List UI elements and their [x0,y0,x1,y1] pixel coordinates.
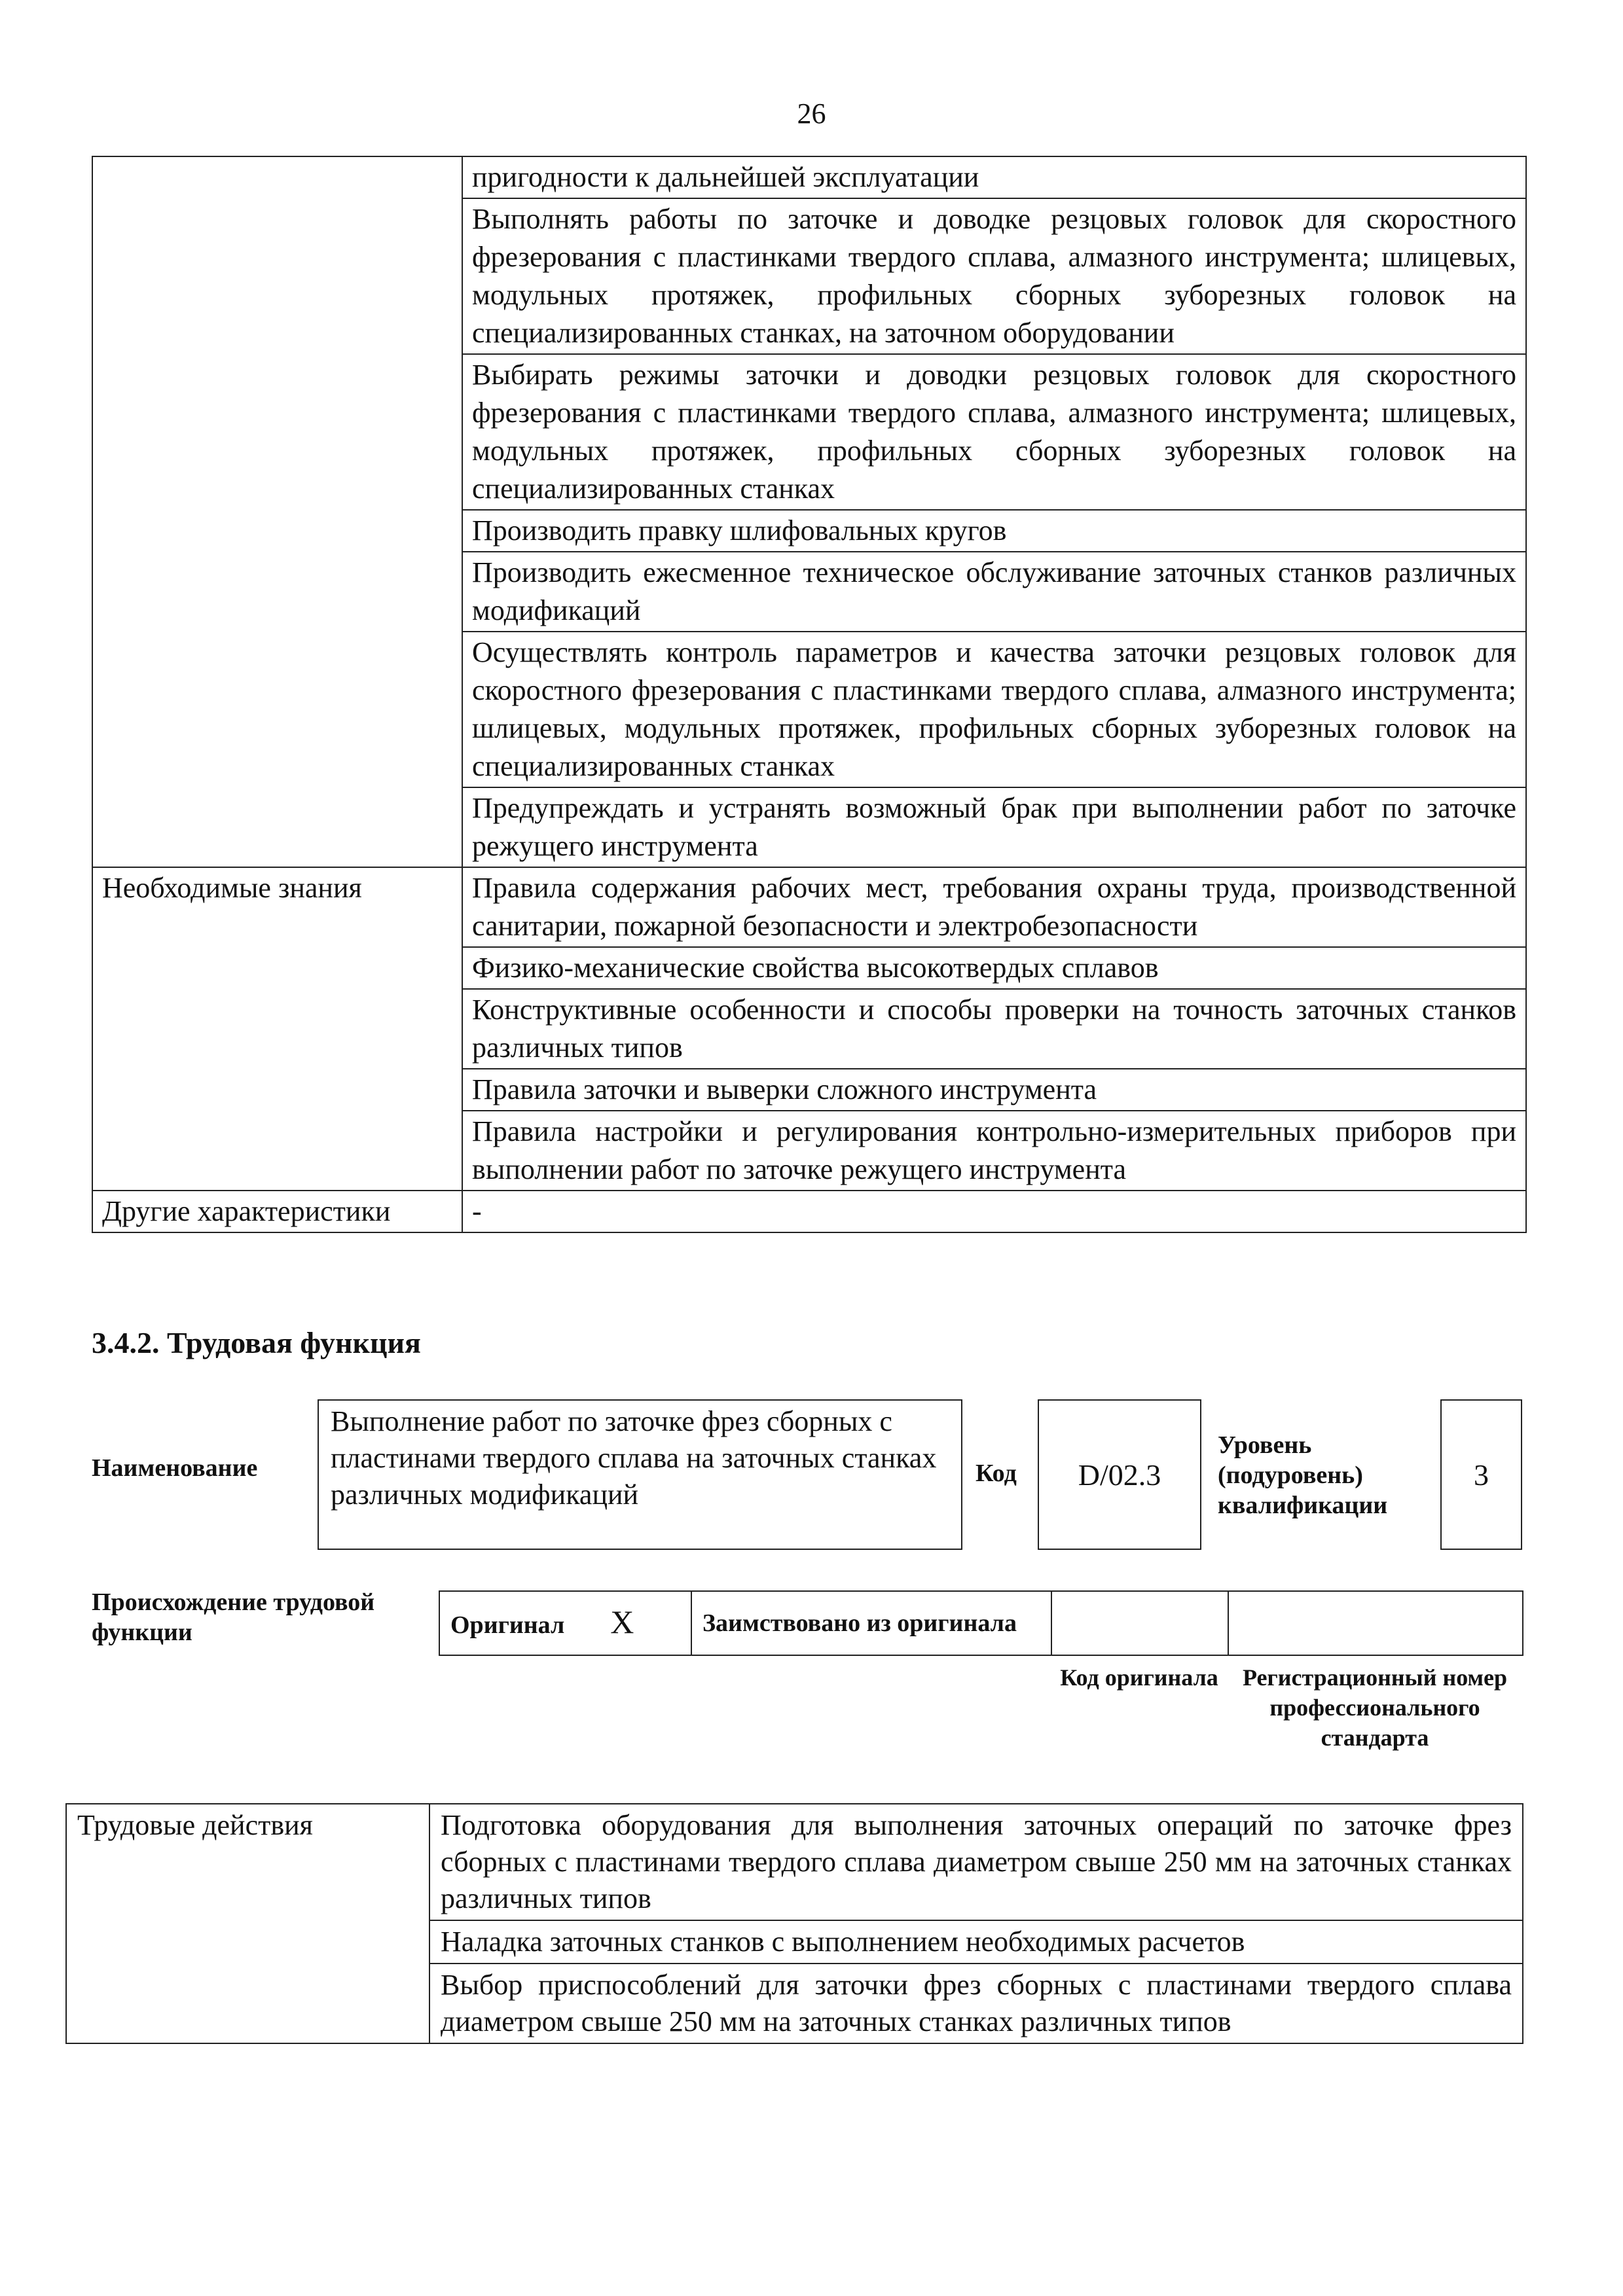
skill-item: пригодности к дальнейшей эксплуатации [462,156,1526,198]
origin-table [439,1590,1523,1656]
labour-action-item: Подготовка оборудования для выполнения заточных операций по заточке фрез сборных с пластинами твердого сплава диаметром свыше 250 мм на заточных станках различных типов [429,1804,1523,1920]
origin-original-cell [439,1591,691,1655]
skills-label-cell [92,156,462,867]
section-title: 3.4.2. Трудовая функция [92,1326,421,1359]
function-name-box: Выполнение работ по заточке фрез сборных с пластинами твердого сплава на заточных станках различных модификаций [318,1399,962,1550]
competency-table-continuation [92,156,1527,1233]
origin-reg-number-cell [1228,1591,1523,1655]
labour-action-item: Выбор приспособлений для заточки фрез сборных с пластинами твердого сплава диаметром свыше 250 мм на заточных станках различных типов [429,1964,1523,2043]
qualification-level-box: 3 [1440,1399,1522,1550]
labour-action-item: Наладка заточных станков с выполнением необходимых расчетов [429,1920,1523,1964]
knowledge-item: Физико-механические свойства высокотвердых сплавов [462,947,1526,989]
table-row [439,1591,1523,1655]
knowledge-item: Правила заточки и выверки сложного инструмента [462,1069,1526,1111]
skill-item: Производить ежесменное техническое обслуживание заточных станков различных модификаций [462,552,1526,632]
knowledge-item: Правила настройки и регулирования контрольно-измерительных приборов при выполнении работ по заточке режущего инструмента [462,1111,1526,1191]
knowledge-item: Конструктивные особенности и способы проверки на точность заточных станков различных типов [462,989,1526,1069]
origin-code-cell [1051,1591,1228,1655]
table-row [92,1191,1526,1232]
other-characteristics-label: Другие характеристики [92,1191,462,1232]
skill-item: Выбирать режимы заточки и доводки резцовых головок для скоростного фрезерования с пластинками твердого сплава, алмазного инструмента; шлицевых, модульных протяжек, профильных сборных зуборезных головок на специализированных станках [462,354,1526,510]
origin-original-label: Оригинал [450,1611,565,1639]
knowledge-item: Правила содержания рабочих мест, требования охраны труда, производственной санитарии, пожарной безопасности и электробезопасности [462,867,1526,947]
labour-actions-label: Трудовые действия [66,1804,429,2043]
code-label: Код [976,1460,1017,1487]
skill-item: Выполнять работы по заточке и доводке резцовых головок для скоростного фрезерования с пластинками твердого сплава, алмазного инструмента; шлицевых, модульных протяжек, профильных сборных зуборезных головок на специализированных станках, на заточном оборудовании [462,198,1526,354]
origin-check-mark: X [610,1603,634,1640]
table-row [66,1804,1523,1920]
registration-number-caption: Регистрационный номер профессионального стандарта [1242,1664,1508,1751]
name-label: Наименование [92,1454,258,1482]
origin-code-caption: Код оригинала [1060,1664,1218,1691]
origin-borrowed-label: Заимствовано из оригинала [691,1591,1051,1655]
table-row [92,867,1526,947]
qualification-level-label: Уровень (подуровень) квалификации [1218,1431,1388,1519]
skill-item: Предупреждать и устранять возможный брак при выполнении работ по заточке режущего инструмента [462,787,1526,867]
origin-label: Происхождение трудовой функции [92,1588,375,1646]
other-characteristics-value: - [462,1191,1526,1232]
knowledge-label: Необходимые знания [92,867,462,1191]
function-code-box: D/02.3 [1038,1399,1201,1550]
skill-item: Производить правку шлифовальных кругов [462,510,1526,552]
skill-item: Осуществлять контроль параметров и качества заточки резцовых головок для скоростного фрезерования с пластинками твердого сплава, алмазного инструмента; шлицевых, модульных протяжек, профильных сборных зуборезных головок на специализированных станках [462,632,1526,787]
labour-actions-table [65,1803,1523,2044]
page-number: 26 [797,98,826,130]
table-row [92,156,1526,198]
